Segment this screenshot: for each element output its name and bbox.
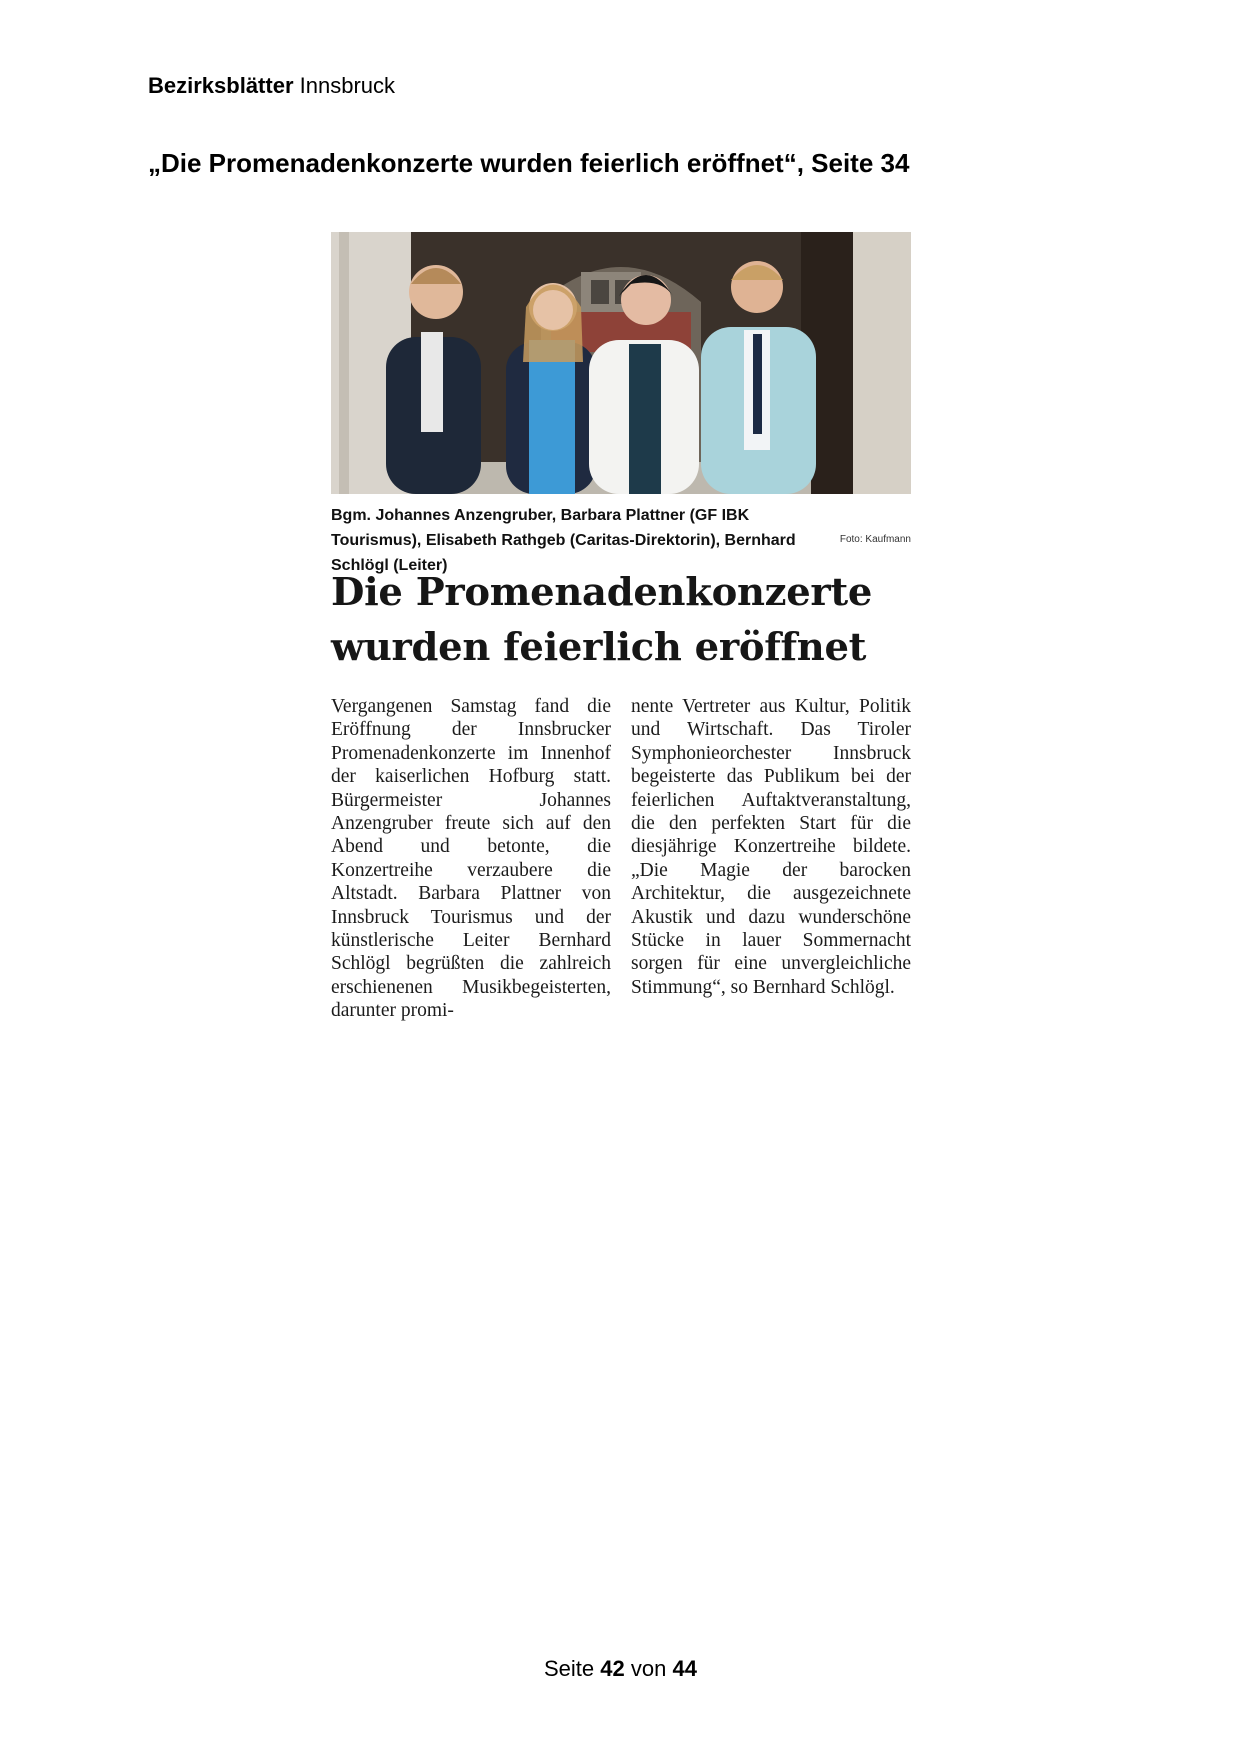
page-header [148,73,395,99]
article-body [331,695,911,1023]
page-footer [0,1656,1241,1682]
total-page-count: 44 [672,1656,697,1681]
photo-credit: Foto: Kaufmann [839,534,911,545]
article-column-1: Vergangenen Samstag fand die Eröffnung der Innsbrucker Promenadenkonzerte im Innenhof der kaiserlichen Hofburg statt. Bürgermeister Johannes Anzengruber freute sich auf den Abend und betonte, die Konzertreihe verzaubere die Altstadt. Barbara Plattner von Innsbruck Tourismus und der künstlerische Leiter Bernhard Schlögl begrüßten die zahlreich erschienenen Musikbegeisterten, darunter promi- [331,696,611,1022]
current-page-number: 42 [600,1656,625,1681]
article-photo [331,232,911,494]
headline-line-1: Die Promenadenkonzerte [331,570,873,615]
publication-name: Bezirksblätter [148,73,294,98]
footer-prefix: Seite [544,1656,595,1681]
article-column-2: nente Vertreter aus Kultur, Politik und Wirtschaft. Das Tiroler Symphonieorchester Innsbruck begeisterte das Publikum bei der feierlichen Auftaktveranstaltung, die den perfekten Start für die diesjährige Konzertreihe bildete. „Die Magie der barocken Architektur, die ausgezeichnete Akustik und dazu wunderschöne Stücke in lauer Sommernacht sorgen für eine unvergleichliche Stimmung“, so Bernhard Schlögl. [631,696,911,998]
footer-middle: von [630,1656,667,1681]
headline-line-2: wurden feierlich eröffnet [331,625,867,670]
group-photo-image [331,232,911,494]
photo-caption: Bgm. Johannes Anzengruber, Barbara Plattner (GF IBK Tourismus), Elisabeth Rathgeb (Caritas-Direktorin), Bernhard Schlögl (Leiter) [331,507,796,574]
edition-name: Innsbruck [299,73,396,98]
photo-caption-row [331,503,911,574]
newspaper-clipping [331,232,911,1023]
article-reference-title: „Die Promenadenkonzerte wurden feierlich eröffnet“, Seite 34 [148,148,910,178]
article-headline [331,565,911,675]
